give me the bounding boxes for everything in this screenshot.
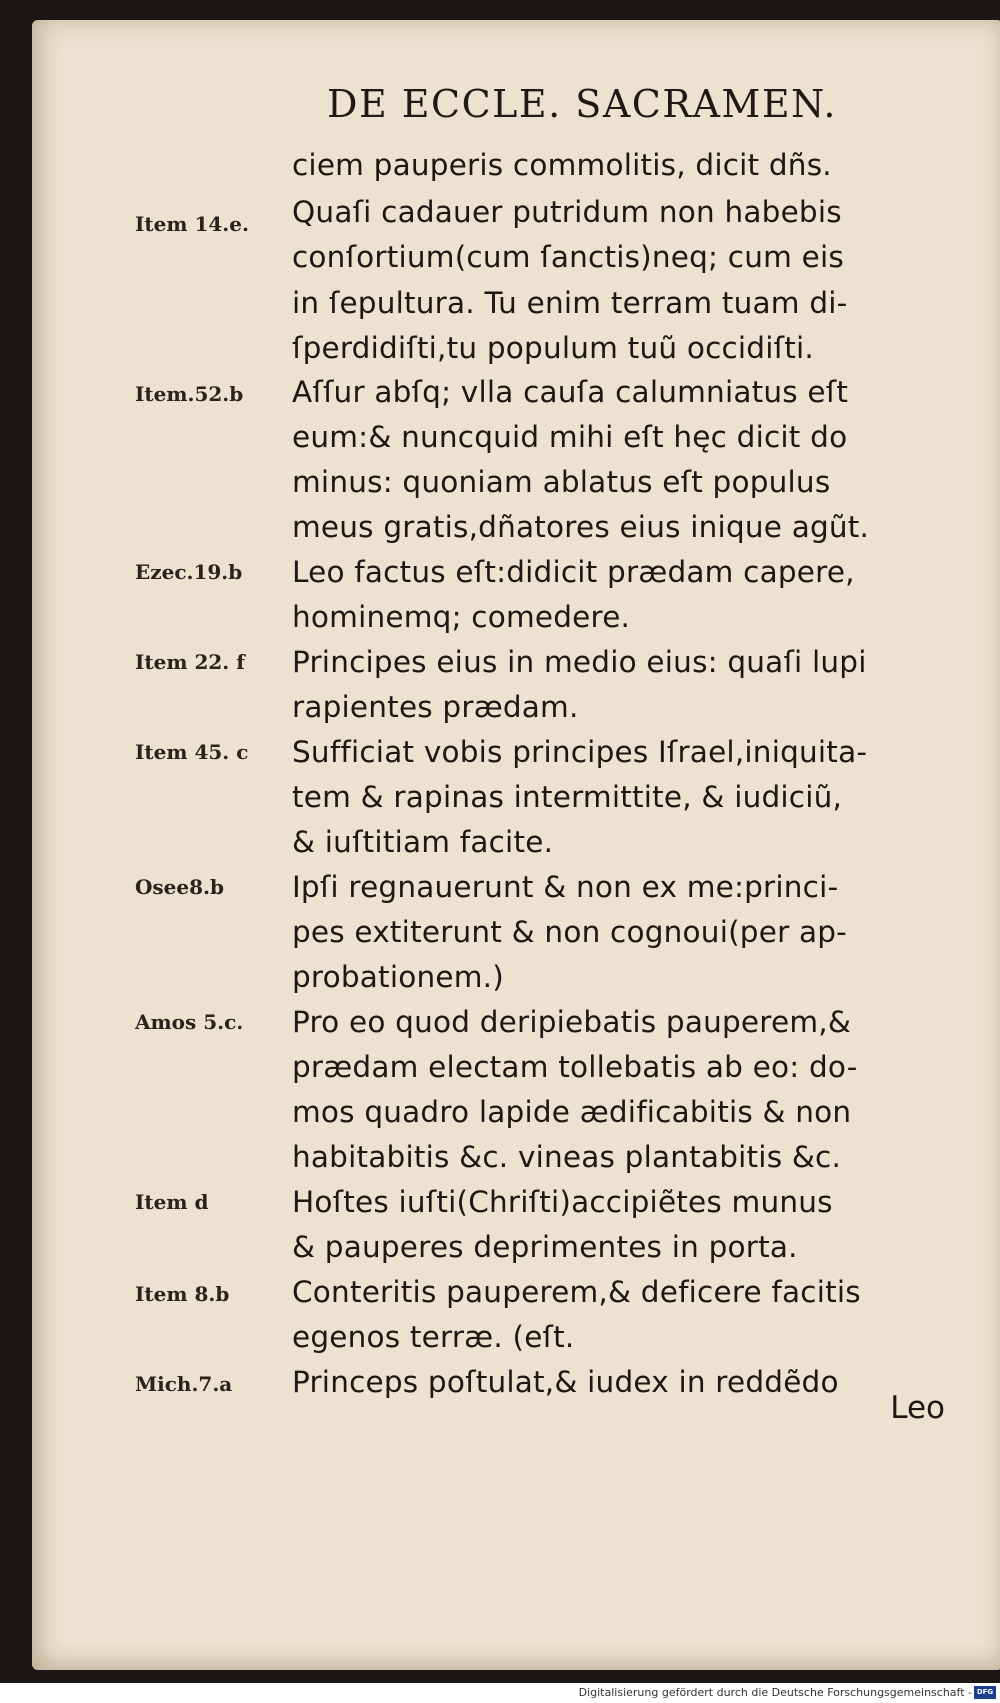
text-line: Sufficiat vobis principes Iſrael,iniquita-	[292, 735, 868, 769]
text-line: egenos terræ. (eſt.	[292, 1320, 575, 1354]
text-line: habitabitis &c. vineas plantabitis &c.	[292, 1140, 842, 1174]
text-line: minus: quoniam ablatus eſt populus	[292, 465, 831, 499]
text-line: Principes eius in medio eius: quaſi lupi	[292, 645, 867, 679]
footer-credit: Digitalisierung gefördert durch die Deutsche Forschungsgemeinschaft -	[578, 1686, 972, 1699]
text-line: meus gratis,dñatores eius inique agũt.	[292, 510, 870, 544]
text-line: eum:& nuncquid mihi eſt hęc dicit do	[292, 420, 848, 454]
text-line: Aſſur abſq; vlla cauſa calumniatus eſt	[292, 375, 849, 409]
text-line: probationem.)	[292, 960, 504, 994]
text-line: Hoſtes iuſti(Chriſti)accipiẽtes munus	[292, 1185, 833, 1219]
text-line: tem & rapinas intermittite, & iudiciũ,	[292, 780, 843, 814]
margin-reference: Item 14.e.	[135, 212, 249, 236]
margin-reference: Item 8.b	[135, 1282, 230, 1306]
margin-reference: Item d	[135, 1190, 209, 1214]
text-line: & iuſtitiam facite.	[292, 825, 554, 859]
margin-reference: Item 45. c	[135, 740, 249, 764]
running-head: DE ECCLE. SACRAMEN.	[327, 82, 837, 126]
margin-reference: Item 22. f	[135, 650, 245, 674]
text-line: ciem pauperis commolitis, dicit dñs.	[292, 148, 832, 182]
text-line: ſperdidiſti,tu populum tuũ occidiſti.	[292, 331, 814, 365]
text-line: Conteritis pauperem,& deficere facitis	[292, 1275, 861, 1309]
text-line: Quaſi cadauer putridum non habebis	[292, 195, 842, 229]
book-page	[32, 20, 1000, 1670]
margin-reference: Ezec.19.b	[135, 560, 243, 584]
text-line: pes extiterunt & non cognoui(per ap-	[292, 915, 848, 949]
text-line: rapientes prædam.	[292, 690, 579, 724]
text-line: in ſepultura. Tu enim terram tuam di-	[292, 286, 848, 320]
text-line: Pro eo quod deripiebatis pauperem,&	[292, 1005, 852, 1039]
text-line: Princeps poſtulat,& iudex in reddẽdo	[292, 1365, 839, 1399]
text-line: conſortium(cum ſanctis)neq; cum eis	[292, 240, 844, 274]
text-line: Leo factus eſt:didicit prædam capere,	[292, 555, 855, 589]
text-line: Ipſi regnauerunt & non ex me:princi-	[292, 870, 839, 904]
catchword: Leo	[890, 1390, 945, 1426]
text-line: prædam electam tollebatis ab eo: do-	[292, 1050, 858, 1084]
text-line: hominemq; comedere.	[292, 600, 631, 634]
margin-reference: Osee8.b	[135, 875, 224, 899]
margin-reference: Amos 5.c.	[135, 1010, 244, 1034]
digitization-footer	[0, 1683, 1000, 1703]
text-line: & pauperes deprimentes in porta.	[292, 1230, 798, 1264]
dfg-logo: DFG	[974, 1686, 996, 1699]
margin-reference: Item.52.b	[135, 382, 244, 406]
text-line: mos quadro lapide ædificabitis & non	[292, 1095, 852, 1129]
margin-reference: Mich.7.a	[135, 1372, 233, 1396]
